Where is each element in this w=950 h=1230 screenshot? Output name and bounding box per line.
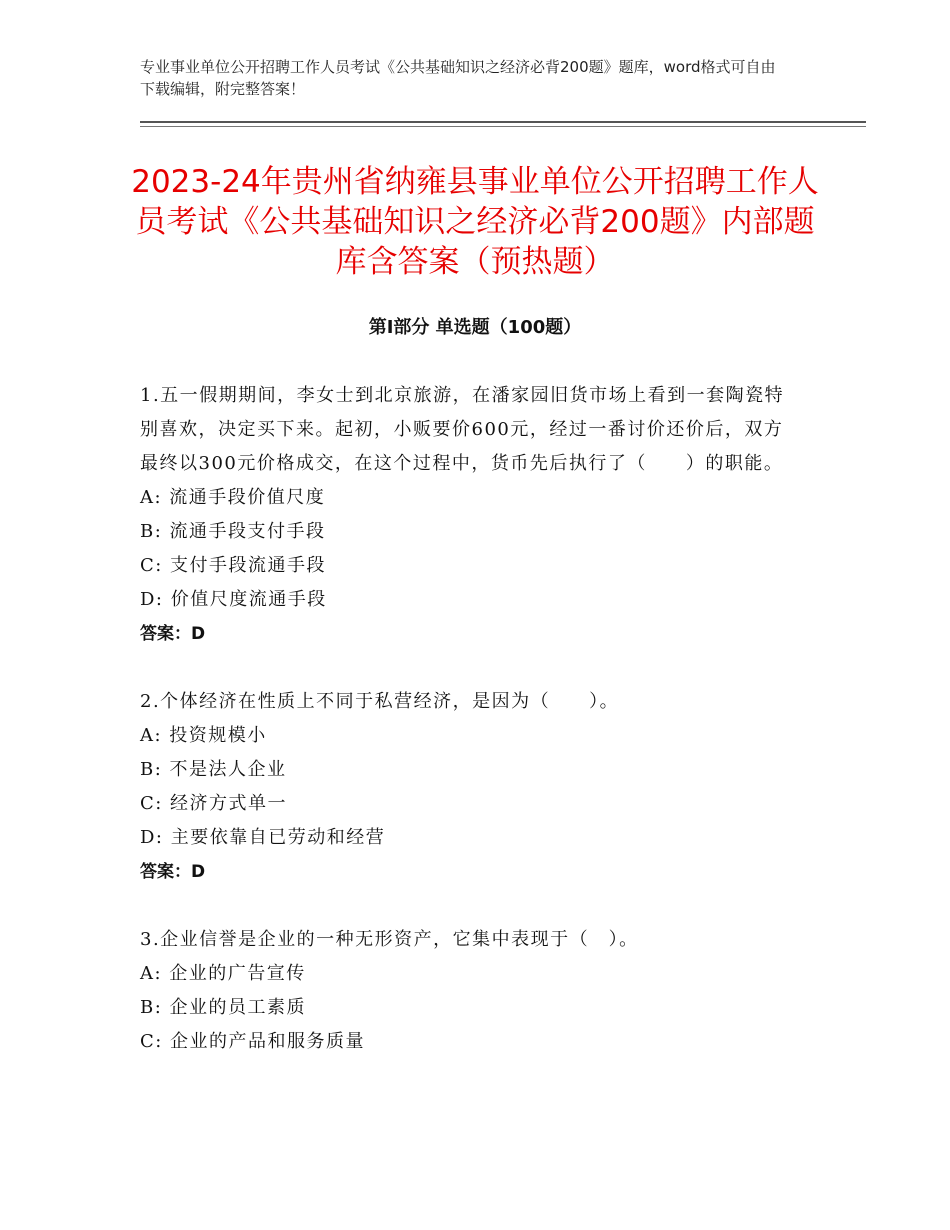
header-note: 专业事业单位公开招聘工作人员考试《公共基础知识之经济必背200题》题库，word格式可自由下载编辑，附完整答案！ [140,58,776,98]
option-a: A: 流通手段价值尺度 [140,487,326,508]
section-title: 第Ⅰ部分 单选题（100题） [368,317,582,338]
option-a: A: 投资规模小 [140,725,267,746]
option-c: C: 支付手段流通手段 [140,555,327,576]
answer: 答案：D [140,862,206,882]
question-1 [140,379,800,651]
option-b: B: 企业的员工素质 [140,997,307,1018]
option-c: C: 经济方式单一 [140,793,288,814]
question-stem: 2.个体经济在性质上不同于私营经济，是因为（ ）。 [140,691,620,712]
option-b: B: 不是法人企业 [140,759,287,780]
question-stem: 1.五一假期期间，李女士到北京旅游，在潘家园旧货市场上看到一套陶瓷特别喜欢，决定买下来。起初，小贩要价600元，经过一番讨价还价后，双方最终以300元价格成交，在这个过程中，货币先后执行了（ ）的职能。 [140,385,785,474]
document-title: 2023-24年贵州省纳雍县事业单位公开招聘工作人员考试《公共基础知识之经济必背200题》内部题库含答案（预热题） [131,164,819,280]
question-3 [140,923,800,1059]
option-d: D: 价值尺度流通手段 [140,589,327,610]
option-b: B: 流通手段支付手段 [140,521,326,542]
header-rule-thin [140,126,866,127]
option-c: C: 企业的产品和服务质量 [140,1031,366,1052]
question-list [140,379,800,1059]
header-rule-thick [140,121,866,123]
option-a: A: 企业的广告宣传 [140,963,306,984]
question-2 [140,685,800,889]
option-d: D: 主要依靠自已劳动和经营 [140,827,386,848]
answer: 答案：D [140,624,206,644]
question-stem: 3.企业信誉是企业的一种无形资产，它集中表现于（ ）。 [140,929,639,950]
